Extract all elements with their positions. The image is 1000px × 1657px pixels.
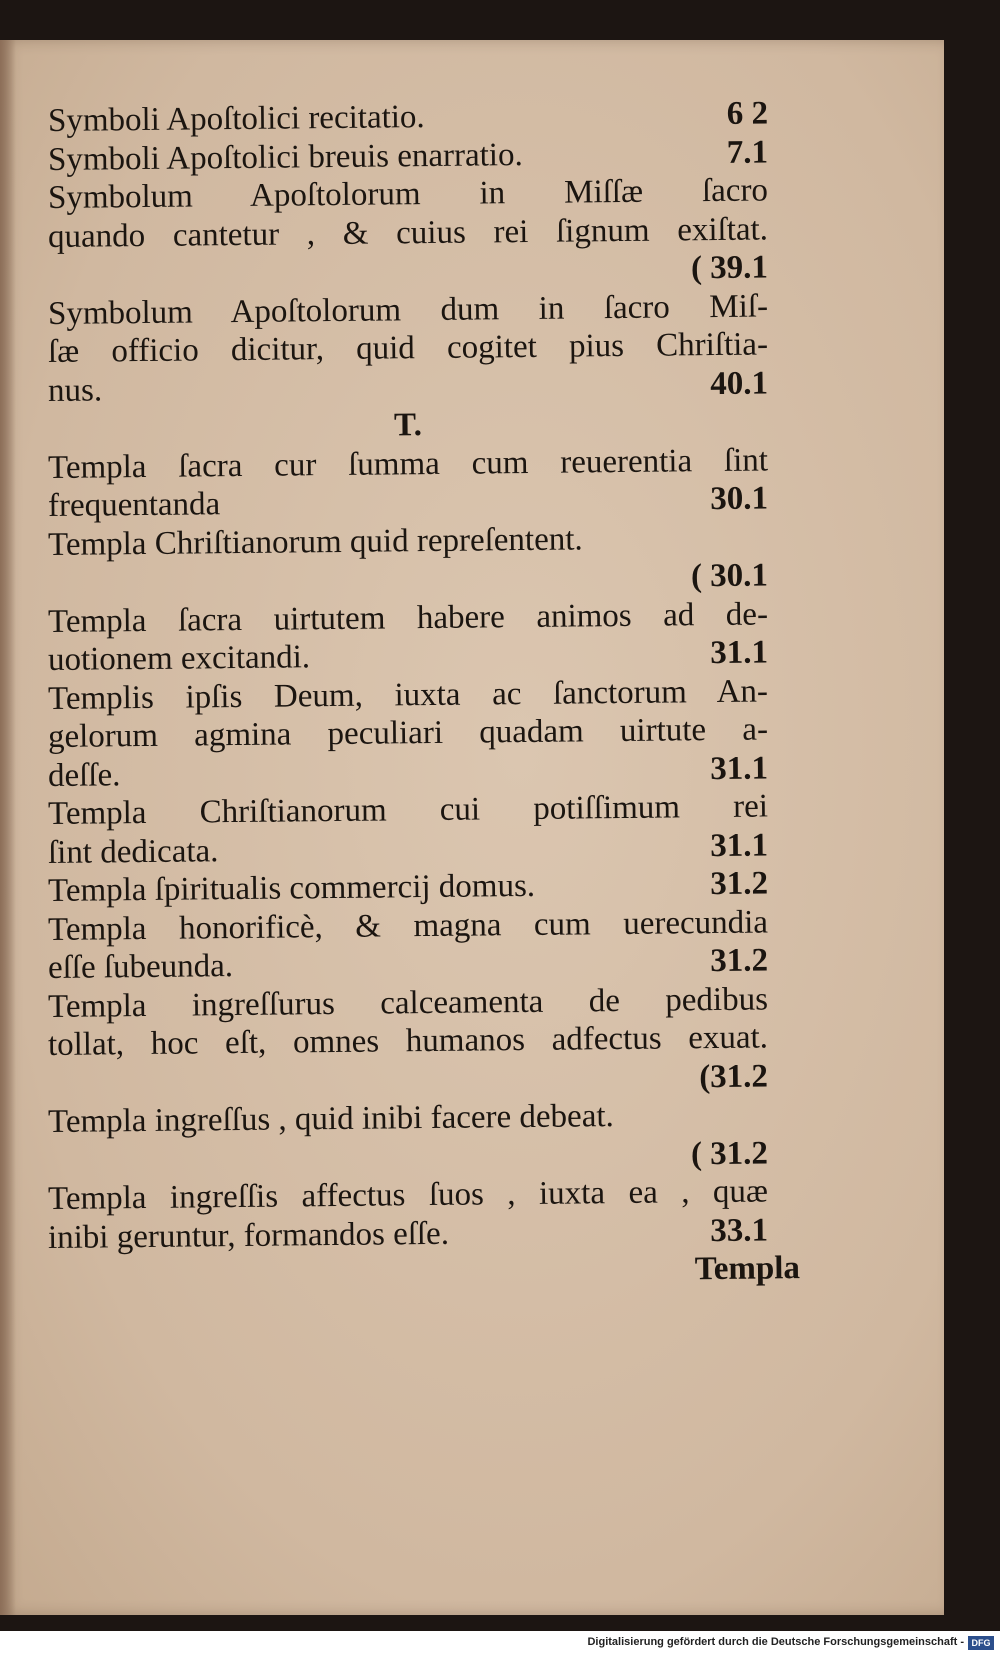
page-reference: 31.2: [710, 865, 769, 903]
index-entry: tollat, hoc eſt, omnes humanos adfectus exuat.: [47, 1019, 769, 1063]
page-reference: ( 31.2: [690, 1134, 769, 1172]
index-entry: frequentanda: [47, 486, 221, 524]
section-letter: T.: [393, 407, 423, 444]
index-entry: Symbolum Apoſtolorum in Miſſæ ſacro: [47, 172, 769, 216]
book-page: [0, 40, 944, 1615]
page-reference: (31.2: [699, 1057, 769, 1095]
index-line: [48, 941, 768, 987]
page-reference: ( 39.1: [690, 249, 769, 287]
page-reference: 31.1: [710, 749, 769, 787]
catchword: Templa: [694, 1250, 801, 1288]
dfg-logo: DFG: [968, 1636, 994, 1650]
index-entry: eſſe ſubeunda.: [47, 948, 234, 986]
page-reference: 33.1: [710, 1211, 769, 1249]
index-entry: quando cantetur , & cuius rei ſignum exiſtat.: [47, 210, 769, 255]
index-entry: Symboli Apoſtolici breuis enarratio.: [47, 136, 523, 178]
index-entry: Templa ſacra cur ſumma cum reuerentia ſint: [47, 441, 769, 486]
index-line: [48, 248, 768, 294]
index-entry: Templa ingreſſus , quid inibi facere debeat.: [47, 1098, 614, 1140]
section-letter-heading: [48, 402, 768, 448]
index-entry: ſint dedicata.: [47, 832, 219, 871]
index-line: [48, 1018, 768, 1064]
index-entry: Templa ingreſſis affectus ſuos , iuxta ea , quæ: [47, 1173, 769, 1217]
page-reference: 40.1: [710, 364, 769, 402]
index-entry: ſæ officio dicitur, quid cogitet pius Chriſtia-: [47, 326, 769, 370]
index-entry: Symbolum Apoſtolorum dum in ſacro Miſ-: [47, 287, 769, 332]
page-reference: 30.1: [710, 480, 769, 518]
index-line: [48, 171, 768, 217]
index-line: [48, 325, 768, 371]
index-text-block: [47, 95, 801, 1296]
page-reference: 31.1: [710, 826, 769, 864]
index-entry: Templa ſpiritualis commercij domus.: [47, 867, 536, 909]
index-line: [48, 787, 768, 833]
index-entry: Symboli Apoſtolici recitatio.: [47, 99, 425, 139]
index-line: [48, 1172, 768, 1218]
page-reference: 6 2: [726, 95, 769, 132]
index-line: [48, 1095, 768, 1141]
index-entry: gelorum agmina peculiari quadam uirtute a-: [47, 711, 769, 755]
page-spine-shadow: [0, 40, 16, 1615]
index-entry: Templa Chriſtianorum cui potiſſimum rei: [47, 788, 769, 832]
index-entry: deſſe.: [47, 756, 121, 794]
catchword-line: [48, 1249, 801, 1295]
page-reference: 31.1: [710, 634, 769, 672]
index-entry: Templa Chriſtianorum quid repreſentent.: [47, 520, 583, 563]
index-line: [48, 556, 768, 602]
index-line: [48, 633, 768, 679]
page-reference: 7.1: [726, 133, 769, 171]
index-line: [48, 710, 768, 756]
index-entry: nus.: [47, 371, 103, 409]
page-reference: ( 30.1: [690, 557, 769, 595]
index-entry: Templa honorificè, & magna cum uerecundia: [47, 903, 769, 948]
page-reference: 31.2: [710, 942, 769, 980]
index-line: [48, 479, 768, 525]
digitization-footer: [0, 1631, 1000, 1657]
funding-credit: Digitalisierung gefördert durch die Deutsche Forschungsgemeinschaft -: [587, 1636, 964, 1648]
index-line: [48, 864, 768, 910]
index-line: [48, 94, 768, 140]
index-entry: Templa ingreſſurus calceamenta de pedibus: [47, 980, 769, 1025]
index-entry: uotionem excitandi.: [47, 639, 311, 678]
index-entry: Templis ipſis Deum, iuxta ac ſanctorum An-: [47, 672, 769, 717]
index-entry: Templa ſacra uirtutem habere animos ad de-: [47, 595, 769, 640]
index-entry: inibi geruntur, formandos eſſe.: [47, 1215, 450, 1256]
